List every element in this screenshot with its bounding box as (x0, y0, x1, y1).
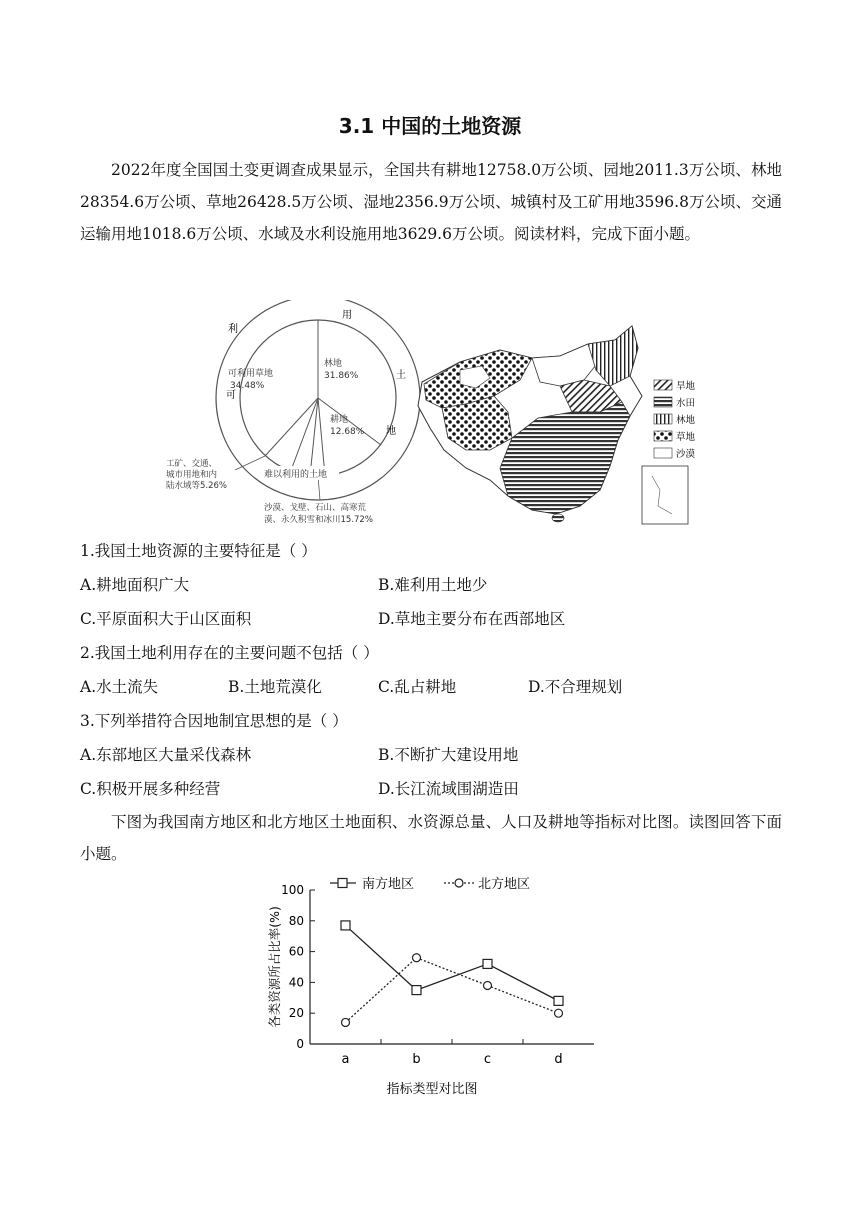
question-1-option-c: C.平原面积大于山区面积 (80, 610, 252, 628)
x-tick-label: b (412, 1052, 421, 1067)
y-tick-label: 80 (288, 913, 304, 928)
segment-grassland-value: 34.48% (230, 381, 265, 391)
legend-circle-marker (455, 879, 463, 887)
legend-north: 北方地区 (478, 877, 531, 892)
legend-dry-land: 旱地 (676, 381, 696, 392)
segment-farmland-name: 耕地 (330, 415, 349, 425)
question-3-option-d: D.长江流域围湖造田 (378, 780, 519, 798)
question-3-option-c: C.积极开展多种经营 (80, 780, 221, 798)
question-2-option-a: A.水土流失 (80, 678, 159, 696)
y-tick-label: 100 (281, 883, 304, 897)
question-1-option-b: B.难利用土地少 (378, 576, 488, 594)
data-point-south (341, 921, 350, 930)
y-tick-label: 40 (288, 975, 304, 990)
label-unusable-land: 难以利用的土地 (264, 470, 328, 480)
ring-char-4: 可 (226, 390, 236, 401)
question-2-option-b: B.土地荒漠化 (228, 678, 322, 696)
question-2-option-c: C.乱占耕地 (378, 678, 457, 696)
question-1-option-a: A.耕地面积广大 (80, 576, 190, 594)
intro-paragraph: 2022年度全国国土变更调查成果显示，全国共有耕地12758.0万公顷、园地2011.3万公顷、林地28354.6万公顷、草地26428.5万公顷、湿地2356.9万公顷、城镇村及工矿用地3596.8万公顷、交通运输用地1018.6万公顷、水域及水利设施用地3629.6万公顷。阅读材料，完成下面小题。 (80, 161, 782, 243)
legend-paddy-field: 水田 (676, 398, 696, 409)
question-1-option-d: D.草地主要分布在西部地区 (378, 610, 566, 628)
x-tick-label: a (341, 1052, 350, 1067)
series-line-1 (346, 925, 559, 1000)
segment-grassland-name: 可利用草地 (228, 369, 274, 379)
ring-char-1: 用 (342, 310, 352, 321)
resource-comparison-chart (260, 870, 610, 1105)
x-tick-label: c (483, 1052, 492, 1067)
data-point-north (484, 981, 492, 989)
callout-bottom-1: 沙漠、戈壁、石山、高寒荒 (264, 503, 367, 513)
data-point-north (342, 1018, 350, 1026)
x-tick-label: d (554, 1052, 563, 1067)
land-ring-chart (166, 300, 420, 525)
y-tick-label: 20 (288, 1006, 304, 1021)
ring-char-5: 利 (228, 324, 238, 335)
question-3-option-b: B.不断扩大建设用地 (378, 746, 519, 764)
callout-left-3: 陆水域等5.26% (166, 481, 228, 491)
ring-char-2: 土 (396, 370, 406, 381)
ring-char-3: 地 (386, 426, 396, 437)
land-use-map (418, 326, 688, 524)
legend-forest: 林地 (676, 415, 696, 426)
map-legend (654, 380, 696, 460)
segment-forest-value: 31.86% (324, 371, 359, 381)
data-point-north (413, 954, 421, 962)
segment-farmland-value: 12.68% (330, 427, 365, 437)
series-line-2 (346, 958, 559, 1023)
y-axis-label: 各类资源所占比率(%) (267, 906, 282, 1028)
callout-bottom-2: 漠、永久积雪和冰川15.72% (264, 515, 373, 525)
y-tick-label: 60 (288, 944, 304, 959)
question-3-option-a: A.东部地区大量采伐森林 (80, 746, 252, 764)
question-2-option-d: D.不合理规划 (528, 678, 623, 696)
legend-desert: 沙漠 (676, 449, 696, 460)
page-title: 3.1 中国的土地资源 (338, 114, 522, 138)
data-point-south (554, 996, 563, 1005)
y-tick-label: 0 (296, 1037, 304, 1051)
legend-grassland: 草地 (676, 432, 696, 443)
legend-south: 南方地区 (362, 877, 415, 892)
callout-left-2: 城市用地和内 (166, 470, 218, 480)
question-1-stem: 1.我国土地资源的主要特征是（ ） (80, 542, 317, 560)
x-axis-label: 指标类型对比图 (386, 1082, 478, 1097)
data-point-north (555, 1009, 563, 1017)
data-point-south (412, 986, 421, 995)
data-point-south (483, 959, 492, 968)
intro-paragraph-2: 下图为我国南方地区和北方地区土地面积、水资源总量、人口及耕地等指标对比图。读图回答下面小题。 (80, 813, 782, 863)
land-use-figure (160, 300, 720, 530)
question-3-stem: 3.下列举措符合因地制宜思想的是（ ） (80, 712, 348, 730)
segment-forest-name: 林地 (324, 359, 343, 369)
question-2-stem: 2.我国土地利用存在的主要问题不包括（ ） (80, 644, 379, 662)
legend-square-marker (338, 879, 347, 888)
chart-legend (330, 876, 530, 892)
callout-left-1: 工矿、交通、 (166, 459, 218, 469)
